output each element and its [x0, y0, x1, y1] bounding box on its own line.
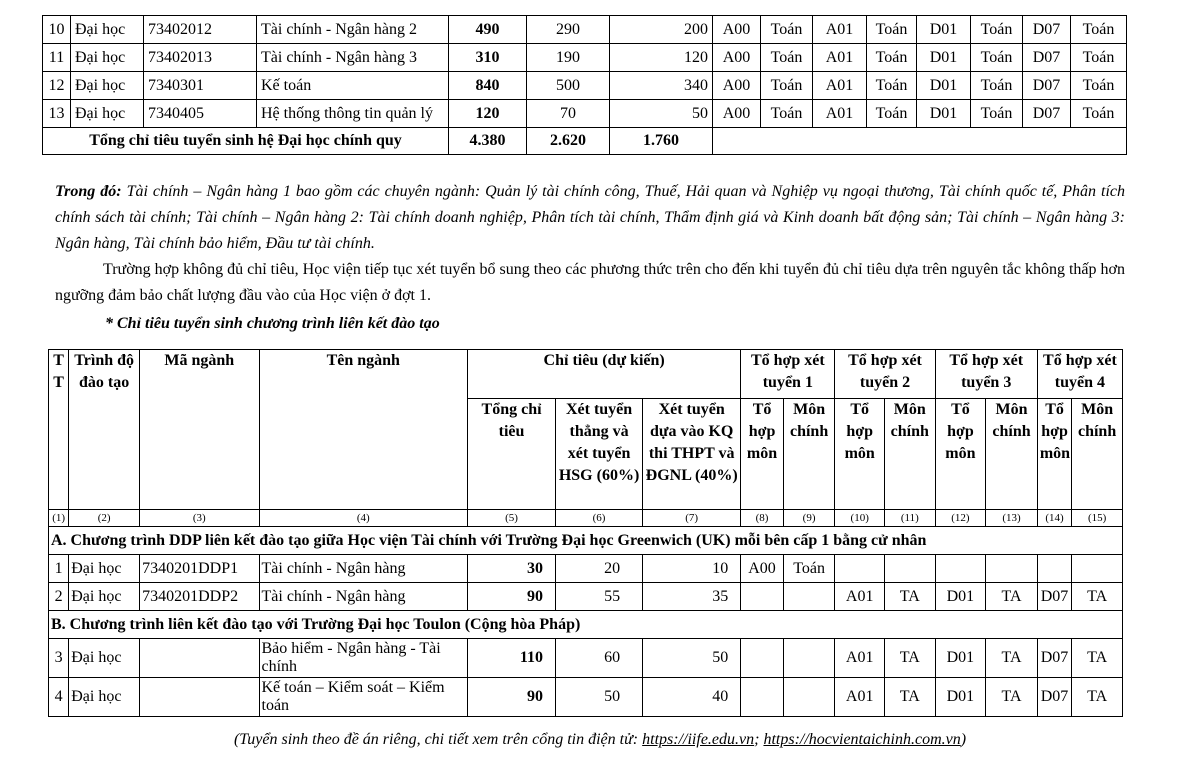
cell-hsg: 50: [556, 678, 643, 717]
cell-main-4: TA: [1072, 583, 1123, 611]
cell-group-3: D01: [917, 100, 971, 128]
cell-main-2: [885, 555, 936, 583]
col-combo2: Tổ hợp xét tuyển 2: [835, 350, 935, 399]
cell-main-1: [783, 639, 835, 678]
col-level: Trình độ đào tạo: [69, 350, 140, 510]
cell-main-4: Toán: [1071, 16, 1127, 44]
cell-main-1: Toán: [783, 555, 835, 583]
column-number: (7): [643, 510, 741, 527]
table-row: [49, 678, 1123, 717]
col-combo1: Tổ hợp xét tuyển 1: [741, 350, 835, 399]
cell-main-3: Toán: [971, 100, 1023, 128]
cell-total: 90: [468, 678, 556, 717]
cell-thpt: 35: [643, 583, 741, 611]
cell-main-3: Toán: [971, 44, 1023, 72]
table-row: [49, 555, 1123, 583]
table-row: [49, 639, 1123, 678]
section-a-row: [49, 527, 1123, 555]
col-tt: T T: [49, 350, 69, 510]
section-heading: * Chỉ tiêu tuyển sinh chương trình liên kết đào tạo: [105, 315, 440, 332]
cell-main-3: Toán: [971, 16, 1023, 44]
cell-group-3: D01: [935, 639, 986, 678]
cell-thpt: 40: [643, 678, 741, 717]
cell-code: 7340301: [144, 72, 257, 100]
cell-main-3: TA: [986, 678, 1038, 717]
cell-hsg: 290: [527, 16, 610, 44]
cell-group-4: D07: [1037, 583, 1071, 611]
cell-code: 7340201DDP1: [140, 555, 259, 583]
cell-thpt: 200: [610, 16, 713, 44]
cell-group-1: A00: [741, 555, 784, 583]
cell-group-3: D01: [935, 678, 986, 717]
section-b-label: B. Chương trình liên kết đào tạo với Trường Đại học Toulon (Cộng hòa Pháp): [49, 611, 1123, 639]
cell-main-3: TA: [986, 583, 1038, 611]
cell-hsg: 190: [527, 44, 610, 72]
cell-code: 7340201DDP2: [140, 583, 259, 611]
cell-name: Tài chính - Ngân hàng: [259, 583, 468, 611]
col-combo3: Tổ hợp xét tuyển 3: [935, 350, 1037, 399]
cell-group-2: [835, 555, 885, 583]
cell-tt: 12: [43, 72, 71, 100]
col-group-2: Tổ hợp môn: [835, 399, 885, 510]
cell-thpt: 50: [643, 639, 741, 678]
cell-group-4: [1037, 555, 1071, 583]
cell-thpt: 340: [610, 72, 713, 100]
cell-thpt: 50: [610, 100, 713, 128]
cell-total: 310: [449, 44, 527, 72]
cell-main-2: TA: [885, 678, 936, 717]
column-number: (2): [69, 510, 140, 527]
cell-group-1: A00: [713, 72, 761, 100]
cell-group-2: A01: [813, 72, 867, 100]
total-empty: [713, 128, 1127, 155]
cell-main-1: Toán: [761, 100, 813, 128]
cell-tt: 2: [49, 583, 69, 611]
table-row: [43, 44, 1127, 72]
column-number: (9): [783, 510, 835, 527]
footer-note: [0, 731, 1200, 749]
cell-name: Tài chính - Ngân hàng: [259, 555, 468, 583]
cell-level: Đại học: [69, 639, 140, 678]
cell-total: 90: [468, 583, 556, 611]
cell-tt: 4: [49, 678, 69, 717]
column-number: (1): [49, 510, 69, 527]
cell-main-3: [986, 555, 1038, 583]
cell-hsg: 70: [527, 100, 610, 128]
cell-main-2: Toán: [867, 72, 917, 100]
header-row-1: [49, 350, 1123, 399]
iife-link[interactable]: https://iife.edu.vn: [642, 731, 755, 748]
footer-sep: ;: [754, 731, 764, 748]
col-combo4: Tổ hợp xét tuyển 4: [1037, 350, 1122, 399]
column-number-row: [49, 510, 1123, 527]
note-paragraph: [55, 179, 1125, 257]
cell-total: 120: [449, 100, 527, 128]
cell-name: Bảo hiểm - Ngân hàng - Tài chính: [259, 639, 468, 678]
cell-group-2: A01: [835, 639, 885, 678]
cell-main-2: Toán: [867, 16, 917, 44]
total-quota: 4.380: [449, 128, 527, 155]
cell-name: Hệ thống thông tin quản lý: [257, 100, 449, 128]
supplement-paragraph: Trường hợp không đủ chỉ tiêu, Học viện tiếp tục xét tuyển bổ sung theo các phương thức trên cho đến khi tuyển đủ chỉ tiêu dựa trên nguyên tắc không thấp hơn ngưỡng đảm bảo chất lượng đầu vào của Học viện ở đợt 1.: [55, 261, 1125, 304]
cell-main-1: [783, 583, 835, 611]
cell-group-2: A01: [813, 100, 867, 128]
cell-group-4: D07: [1037, 678, 1071, 717]
cell-code: 73402013: [144, 44, 257, 72]
cell-group-1: [741, 678, 784, 717]
column-number: (15): [1072, 510, 1123, 527]
total-row: [43, 128, 1127, 155]
total-hsg: 2.620: [527, 128, 610, 155]
cell-level: Đại học: [69, 583, 140, 611]
footer-prefix: (Tuyển sinh theo đề án riêng, chi tiết xem trên cổng tin điện tử:: [233, 731, 643, 748]
cell-code: 7340405: [144, 100, 257, 128]
cell-group-3: D01: [917, 16, 971, 44]
cell-name: Tài chính - Ngân hàng 2: [257, 16, 449, 44]
col-main-3: Môn chính: [986, 399, 1038, 510]
cell-group-3: D01: [917, 72, 971, 100]
column-number: (8): [741, 510, 784, 527]
cell-thpt: 10: [643, 555, 741, 583]
col-name: Tên ngành: [259, 350, 468, 510]
table-row: [43, 100, 1127, 128]
col-main-2: Môn chính: [885, 399, 936, 510]
cell-total: 30: [468, 555, 556, 583]
cell-group-3: D01: [917, 44, 971, 72]
cell-main-4: [1072, 555, 1123, 583]
cell-main-1: Toán: [761, 72, 813, 100]
cell-group-4: D07: [1023, 100, 1071, 128]
col-total: Tổng chỉ tiêu: [468, 399, 556, 510]
column-number: (11): [885, 510, 936, 527]
cell-level: Đại học: [71, 100, 144, 128]
cell-group-3: D01: [935, 583, 986, 611]
col-code: Mã ngành: [140, 350, 259, 510]
cell-name: Kế toán – Kiểm soát – Kiểm toán: [259, 678, 468, 717]
cell-main-2: Toán: [867, 100, 917, 128]
cell-group-1: [741, 639, 784, 678]
cell-main-4: TA: [1072, 639, 1123, 678]
col-main-4: Môn chính: [1072, 399, 1123, 510]
cell-main-3: TA: [986, 639, 1038, 678]
section-a-label: A. Chương trình DDP liên kết đào tạo giữa Học viện Tài chính với Trường Đại học Greenwich (UK) mỗi bên cấp 1 bằng cử nhân: [49, 527, 1123, 555]
hvtc-link[interactable]: https://hocvientaichinh.com.vn: [763, 731, 961, 748]
cell-group-2: A01: [813, 44, 867, 72]
column-number: (10): [835, 510, 885, 527]
cell-code: 73402012: [144, 16, 257, 44]
cell-level: Đại học: [71, 16, 144, 44]
cell-tt: 3: [49, 639, 69, 678]
cell-group-1: A00: [713, 44, 761, 72]
cell-main-3: Toán: [971, 72, 1023, 100]
cell-tt: 13: [43, 100, 71, 128]
cell-tt: 11: [43, 44, 71, 72]
cell-group-2: A01: [835, 678, 885, 717]
cell-main-1: Toán: [761, 16, 813, 44]
cell-level: Đại học: [69, 555, 140, 583]
cell-code: [140, 678, 259, 717]
table-row: [49, 583, 1123, 611]
cell-group-4: D07: [1023, 72, 1071, 100]
cell-total: 490: [449, 16, 527, 44]
cell-level: Đại học: [69, 678, 140, 717]
cell-thpt: 120: [610, 44, 713, 72]
column-number: (3): [140, 510, 259, 527]
cell-group-2: A01: [813, 16, 867, 44]
cell-tt: 1: [49, 555, 69, 583]
col-group-1: Tổ hợp môn: [741, 399, 784, 510]
table-row: [43, 72, 1127, 100]
cell-level: Đại học: [71, 72, 144, 100]
cell-main-4: Toán: [1071, 72, 1127, 100]
cell-group-4: D07: [1037, 639, 1071, 678]
quota-table-joint: [48, 349, 1123, 717]
note-text: Tài chính – Ngân hàng 1 bao gồm các chuyên ngành: Quản lý tài chính công, Thuế, Hải quan và Nghiệp vụ ngoại thương, Tài chính quốc tế, Phân tích chính sách tài chính; Tài chính – Ngân hàng 2: Tài chính doanh nghiệp, Phân tích tài chính, Thẩm định giá và Kinh doanh bất động sản; Tài chính – Ngân hàng 3: Ngân hàng, Tài chính bảo hiểm, Đầu tư tài chính.: [55, 183, 1125, 252]
cell-main-1: Toán: [761, 44, 813, 72]
cell-main-2: TA: [885, 639, 936, 678]
cell-main-2: TA: [885, 583, 936, 611]
cell-group-1: [741, 583, 784, 611]
cell-hsg: 500: [527, 72, 610, 100]
cell-main-4: TA: [1072, 678, 1123, 717]
col-group-4: Tổ hợp môn: [1037, 399, 1071, 510]
cell-total: 840: [449, 72, 527, 100]
total-thpt: 1.760: [610, 128, 713, 155]
cell-main-1: [783, 678, 835, 717]
total-label: Tổng chỉ tiêu tuyển sinh hệ Đại học chính quy: [43, 128, 449, 155]
cell-hsg: 60: [556, 639, 643, 678]
section-b-row: [49, 611, 1123, 639]
cell-level: Đại học: [71, 44, 144, 72]
column-number: (13): [986, 510, 1038, 527]
cell-name: Kế toán: [257, 72, 449, 100]
cell-group-2: A01: [835, 583, 885, 611]
table-row: [43, 16, 1127, 44]
cell-tt: 10: [43, 16, 71, 44]
column-number: (12): [935, 510, 986, 527]
column-number: (14): [1037, 510, 1071, 527]
col-thpt: Xét tuyển dựa vào KQ thi THPT và ĐGNL (40%): [643, 399, 741, 510]
cell-code: [140, 639, 259, 678]
note-lead: Trong đó:: [55, 183, 122, 200]
quota-table-regular: [42, 15, 1127, 155]
cell-main-4: Toán: [1071, 100, 1127, 128]
cell-group-4: D07: [1023, 44, 1071, 72]
col-group-3: Tổ hợp môn: [935, 399, 986, 510]
cell-name: Tài chính - Ngân hàng 3: [257, 44, 449, 72]
column-number: (6): [556, 510, 643, 527]
col-quota: Chỉ tiêu (dự kiến): [468, 350, 741, 399]
col-hsg: Xét tuyển thẳng và xét tuyển HSG (60%): [556, 399, 643, 510]
cell-hsg: 20: [556, 555, 643, 583]
col-main-1: Môn chính: [783, 399, 835, 510]
cell-total: 110: [468, 639, 556, 678]
footer-suffix: ): [960, 731, 967, 748]
cell-group-1: A00: [713, 100, 761, 128]
cell-main-2: Toán: [867, 44, 917, 72]
column-number: (4): [259, 510, 468, 527]
column-number: (5): [468, 510, 556, 527]
cell-hsg: 55: [556, 583, 643, 611]
cell-group-4: D07: [1023, 16, 1071, 44]
cell-group-1: A00: [713, 16, 761, 44]
cell-group-3: [935, 555, 986, 583]
cell-main-4: Toán: [1071, 44, 1127, 72]
